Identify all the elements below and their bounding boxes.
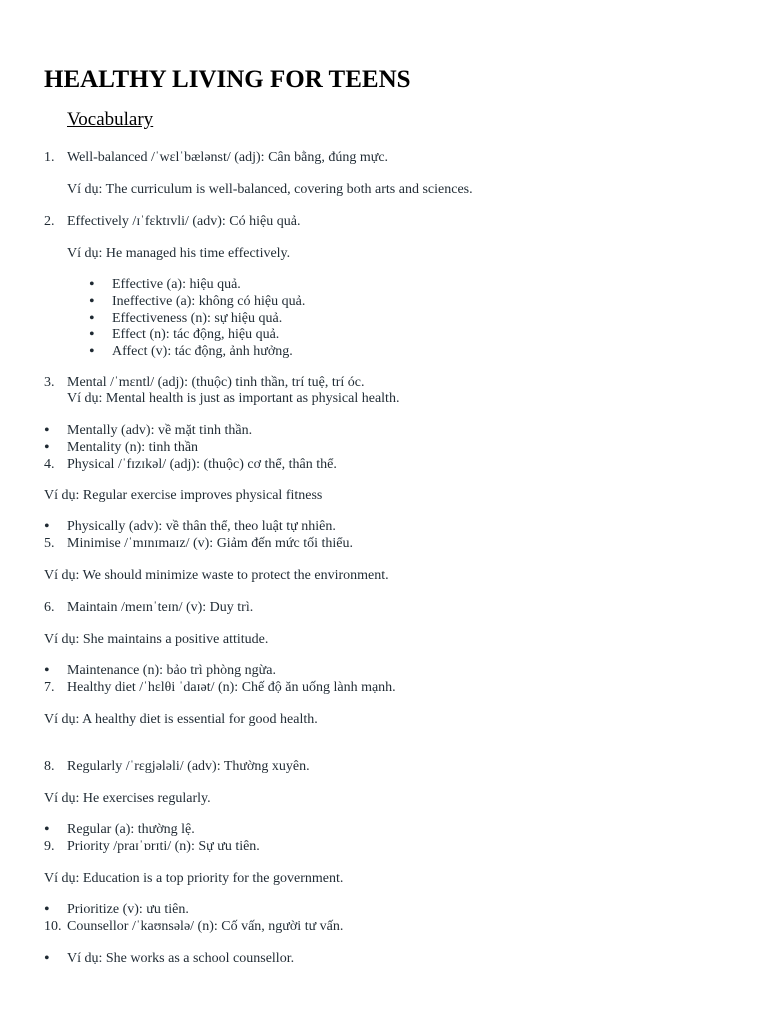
- section-heading: Vocabulary: [67, 109, 154, 130]
- item-number: 6.: [44, 600, 55, 615]
- vocab-entry: Well-balanced /ˈwɛlˈbælənst/ (adj): Cân bằng, đúng mực.: [67, 150, 389, 165]
- vocab-entry: Mental /ˈmɛntl/ (adj): (thuộc) tinh thần, trí tuệ, trí óc.: [67, 375, 365, 390]
- word-form: Physically (adv): về thân thể, theo luật tự nhiên.: [67, 519, 336, 534]
- word-form: Prioritize (v): ưu tiên.: [67, 902, 189, 917]
- item-number: 5.: [44, 536, 55, 551]
- bullet-icon: •: [44, 439, 50, 456]
- bullet-icon: •: [44, 518, 50, 535]
- example-sentence: Ví dụ: She works as a school counsellor.: [67, 951, 295, 966]
- word-form: Effective (a): hiệu quả.: [112, 277, 241, 292]
- item-number: 7.: [44, 680, 55, 695]
- item-number: 3.: [44, 375, 55, 390]
- word-form: Regular (a): thường lệ.: [67, 822, 195, 837]
- item-number: 1.: [44, 150, 55, 165]
- item-number: 2.: [44, 214, 55, 229]
- page-title: HEALTHY LIVING FOR TEENS: [44, 66, 411, 93]
- vocab-entry: Effectively /ɪˈfɛktɪvli/ (adv): Có hiệu quả.: [67, 214, 301, 229]
- word-form: Mentally (adv): về mặt tinh thần.: [67, 423, 253, 438]
- bullet-icon: •: [44, 950, 50, 967]
- vocab-entry: Physical /ˈfɪzɪkəl/ (adj): (thuộc) cơ thể, thân thể.: [67, 457, 337, 472]
- word-form: Ineffective (a): không có hiệu quả.: [112, 294, 306, 309]
- vocab-entry: Counsellor /ˈkaʊnsələ/ (n): Cố vấn, người tư vấn.: [67, 919, 344, 934]
- bullet-icon: •: [89, 343, 95, 360]
- bullet-icon: •: [89, 276, 95, 293]
- bullet-icon: •: [89, 310, 95, 327]
- example-sentence: Ví dụ: He managed his time effectively.: [67, 246, 291, 261]
- bullet-icon: •: [89, 326, 95, 343]
- item-number: 4.: [44, 457, 55, 472]
- word-form: Maintenance (n): bảo trì phòng ngừa.: [67, 663, 276, 678]
- example-sentence: Ví dụ: The curriculum is well-balanced, covering both arts and sciences.: [67, 182, 473, 197]
- example-sentence: Ví dụ: Regular exercise improves physical fitness: [44, 488, 323, 503]
- word-form: Mentality (n): tinh thần: [67, 440, 199, 455]
- item-number: 10.: [44, 919, 62, 934]
- example-sentence: Ví dụ: We should minimize waste to protect the environment.: [44, 568, 389, 583]
- vocab-entry: Minimise /ˈmɪnɪmaɪz/ (v): Giảm đến mức tối thiểu.: [67, 536, 353, 551]
- bullet-icon: •: [44, 901, 50, 918]
- vocab-entry: Priority /praɪˈɒrɪti/ (n): Sự ưu tiên.: [67, 839, 260, 854]
- bullet-icon: •: [89, 293, 95, 310]
- example-sentence: Ví dụ: Education is a top priority for the government.: [44, 871, 344, 886]
- bullet-icon: •: [44, 821, 50, 838]
- item-number: 8.: [44, 759, 55, 774]
- word-form: Effect (n): tác động, hiệu quả.: [112, 327, 280, 342]
- example-sentence: Ví dụ: A healthy diet is essential for good health.: [44, 712, 318, 727]
- example-sentence: Ví dụ: She maintains a positive attitude.: [44, 632, 269, 647]
- vocab-entry: Healthy diet /ˈhɛlθi ˈdaɪət/ (n): Chế độ ăn uống lành mạnh.: [67, 680, 396, 695]
- word-form: Effectiveness (n): sự hiệu quả.: [112, 311, 283, 326]
- vocab-entry: Maintain /meɪnˈteɪn/ (v): Duy trì.: [67, 600, 254, 615]
- example-sentence: Ví dụ: Mental health is just as important as physical health.: [67, 391, 400, 406]
- word-form: Affect (v): tác động, ảnh hưởng.: [112, 344, 293, 359]
- bullet-icon: •: [44, 422, 50, 439]
- vocab-entry: Regularly /ˈrɛgjələli/ (adv): Thường xuyên.: [67, 759, 310, 774]
- bullet-icon: •: [44, 662, 50, 679]
- example-sentence: Ví dụ: He exercises regularly.: [44, 791, 211, 806]
- item-number: 9.: [44, 839, 55, 854]
